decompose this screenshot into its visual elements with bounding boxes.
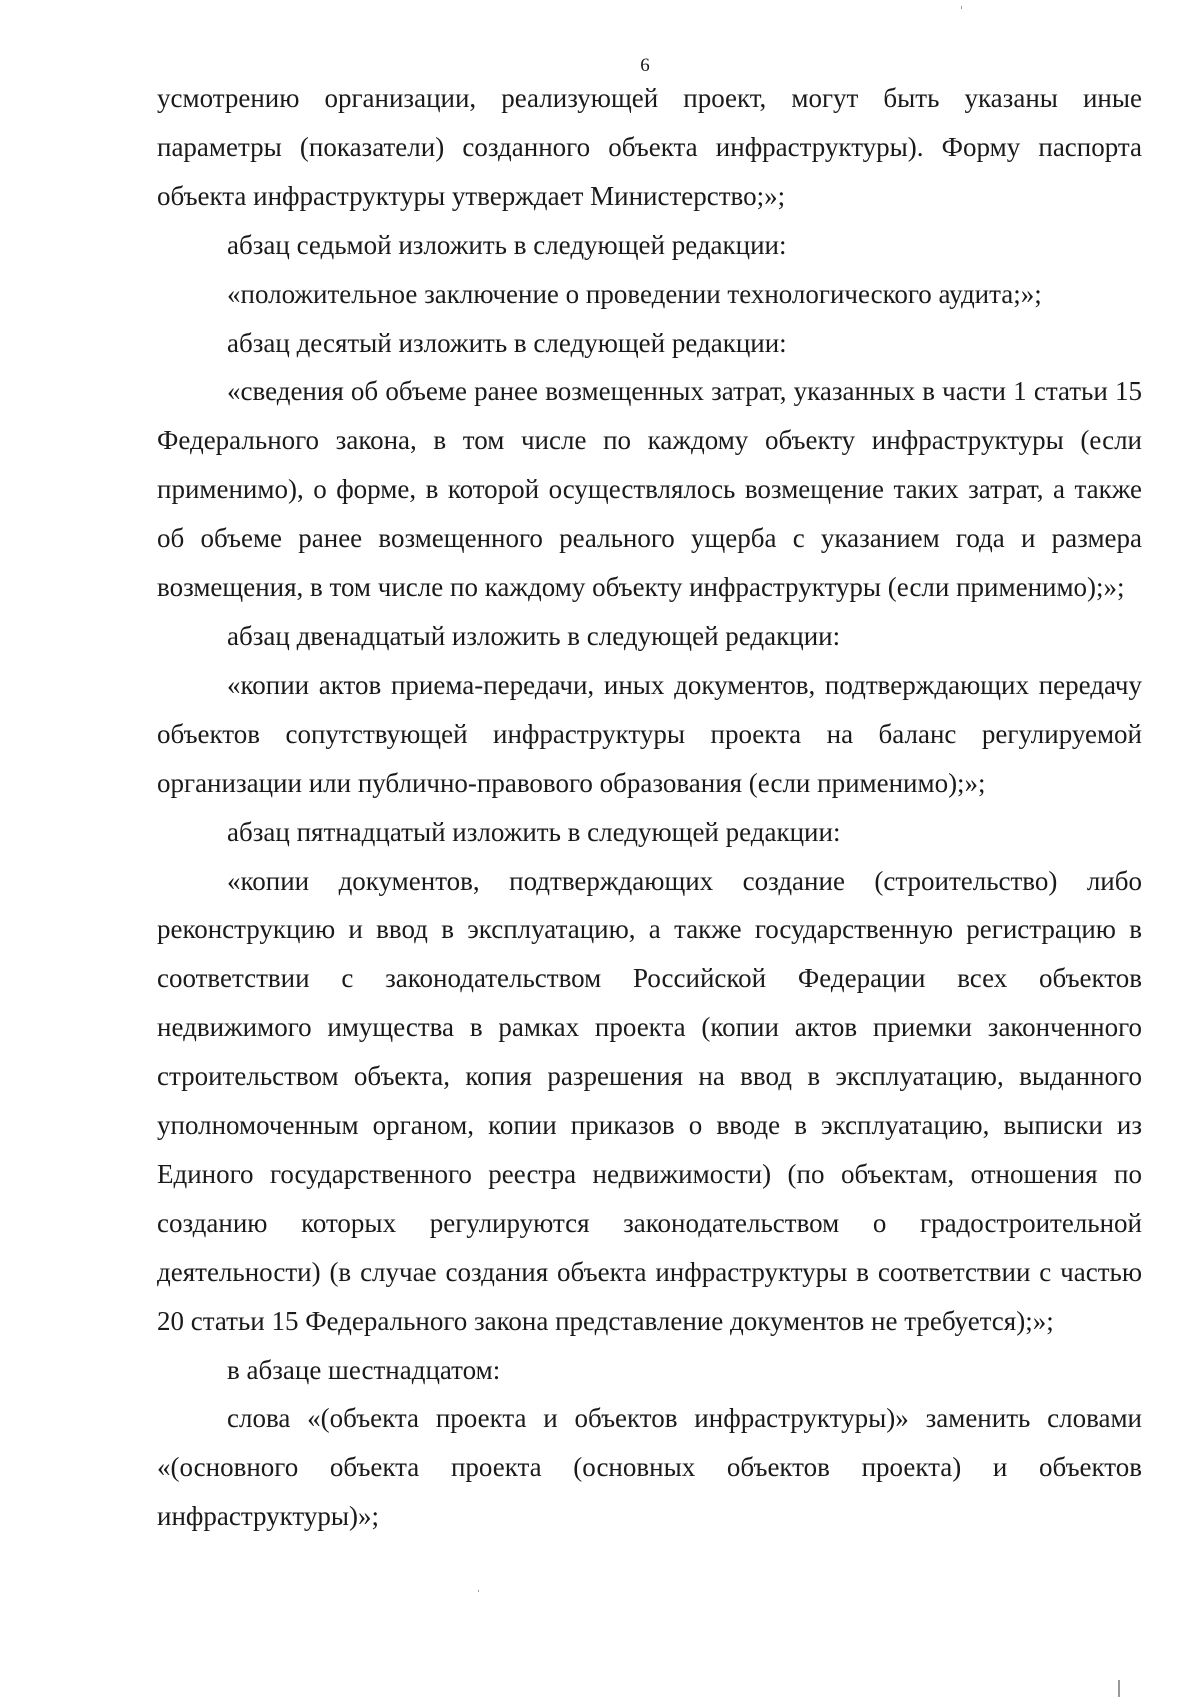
paragraph-quote-transfer: «копии актов приема-передачи, иных документов, подтверждающих передачу объектов сопутствующей инфраструктуры проекта на баланс регулируемой организации или публично-правового образования (если применимо);»; xyxy=(157,669,1142,798)
paragraph-quote-documents: «копии документов, подтверждающих создание (строительство) либо реконструкцию и ввод в эксплуатацию, а также государственную регистрацию в соответствии с законодательством Российской Федерации всех объектов недвижимого имущества в рамках проекта (копии актов приемки законченного строительством объекта, копия разрешения на ввод в эксплуатацию, выданного уполномоченным органом, копии приказов о вводе в эксплуатацию, выписки из Единого государственного реестра недвижимости) (по объектам, отношения по созданию которых регулируются законодательством о градостроительной деятельности) (в случае создания объекта инфраструктуры в соответствии с частью 20 статьи 15 Федерального закона представление документов не требуется);»; xyxy=(157,865,1142,1336)
scan-artifact xyxy=(1118,1680,1120,1697)
paragraph-instruction-tenth: абзац десятый изложить в следующей редакции: xyxy=(227,327,787,358)
paragraph-quote-audit: «положительное заключение о проведении технологического аудита;»; xyxy=(227,278,1042,309)
paragraph-instruction-sixteenth: в абзаце шестнадцатом: xyxy=(227,1354,501,1385)
paragraph-instruction-fifteenth: абзац пятнадцатый изложить в следующей редакции: xyxy=(227,816,841,847)
scan-artifact xyxy=(478,1590,479,1592)
paragraph-instruction-seventh: абзац седьмой изложить в следующей редакции: xyxy=(227,229,787,260)
paragraph-continuation: усмотрению организации, реализующей проект, могут быть указаны иные параметры (показатели) созданного объекта инфраструктуры). Форму паспорта объекта инфраструктуры утверждает Министерство;»; xyxy=(157,83,1142,211)
paragraph-replacement: слова «(объекта проекта и объектов инфраструктуры)» заменить словами «(основного объекта проекта (основных объектов проекта) и объектов инфраструктуры)»; xyxy=(157,1403,1142,1532)
page-number: 6 xyxy=(640,55,650,76)
paragraph-quote-costs: «сведения об объеме ранее возмещенных затрат, указанных в части 1 статьи 15 Федерального закона, в том числе по каждому объекту инфраструктуры (если применимо), о форме, в которой осуществлялось возмещение таких затрат, а также об объеме ранее возмещенного реального ущерба с указанием года и размера возмещения, в том числе по каждому объекту инфраструктуры (если применимо);»; xyxy=(157,376,1142,603)
scan-artifact xyxy=(961,6,962,9)
document-body xyxy=(157,74,1142,1541)
paragraph-instruction-twelfth: абзац двенадцатый изложить в следующей редакции: xyxy=(227,620,841,651)
